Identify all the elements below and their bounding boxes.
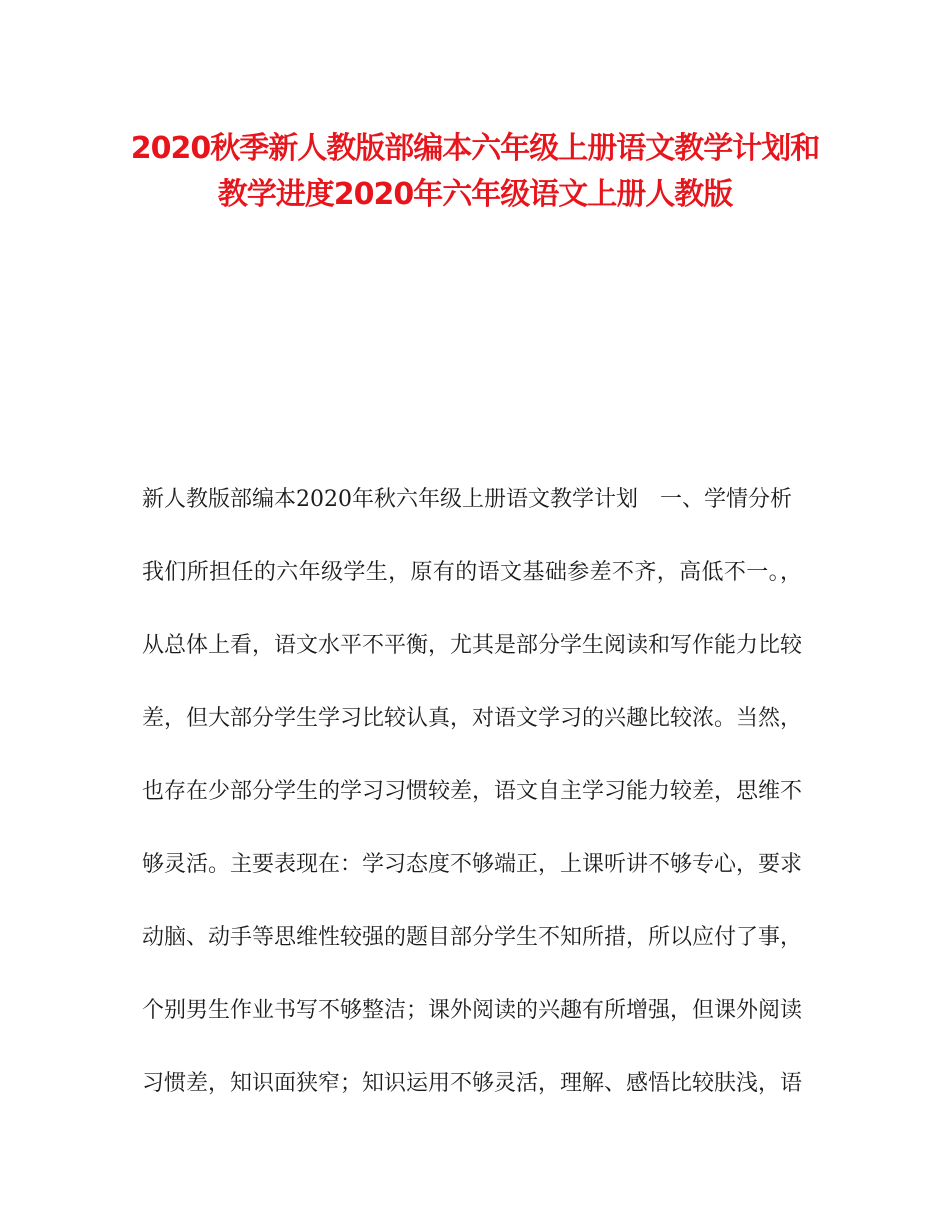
body-text-line-4: 差，但大部分学生学习比较认真，对语文学习的兴趣比较浓。当然， (142, 706, 803, 731)
body-text-line-6: 够灵活。主要表现在：学习态度不够端正，上课听讲不够专心，要求 (142, 852, 803, 877)
body-text-line-1: 新人教版部编本2020年秋六年级上册语文教学计划 一、学情分析 (142, 487, 792, 512)
body-text-line-7: 动脑、动手等思维性较强的题目部分学生不知所措，所以应付了事， (142, 925, 803, 950)
body-text-line-3: 从总体上看，语文水平不平衡，尤其是部分学生阅读和写作能力比较 (142, 633, 803, 658)
body-text-line-8: 个别男生作业书写不够整洁；课外阅读的兴趣有所增强，但课外阅读 (142, 998, 803, 1023)
body-text-line-2: 我们所担任的六年级学生，原有的语文基础参差不齐，高低不一。， (142, 560, 802, 585)
body-text-line-5: 也存在少部分学生的学习习惯较差，语文自主学习能力较差，思维不 (142, 779, 803, 804)
body-text-line-9: 习惯差，知识面狭窄；知识运用不够灵活，理解、感悟比较肤浅，语 (142, 1071, 803, 1096)
document-title-line-1: 2020秋季新人教版部编本六年级上册语文教学计划和 (130, 131, 820, 166)
document-title-line-2: 教学进度2020年六年级语文上册人教版 (217, 177, 733, 212)
